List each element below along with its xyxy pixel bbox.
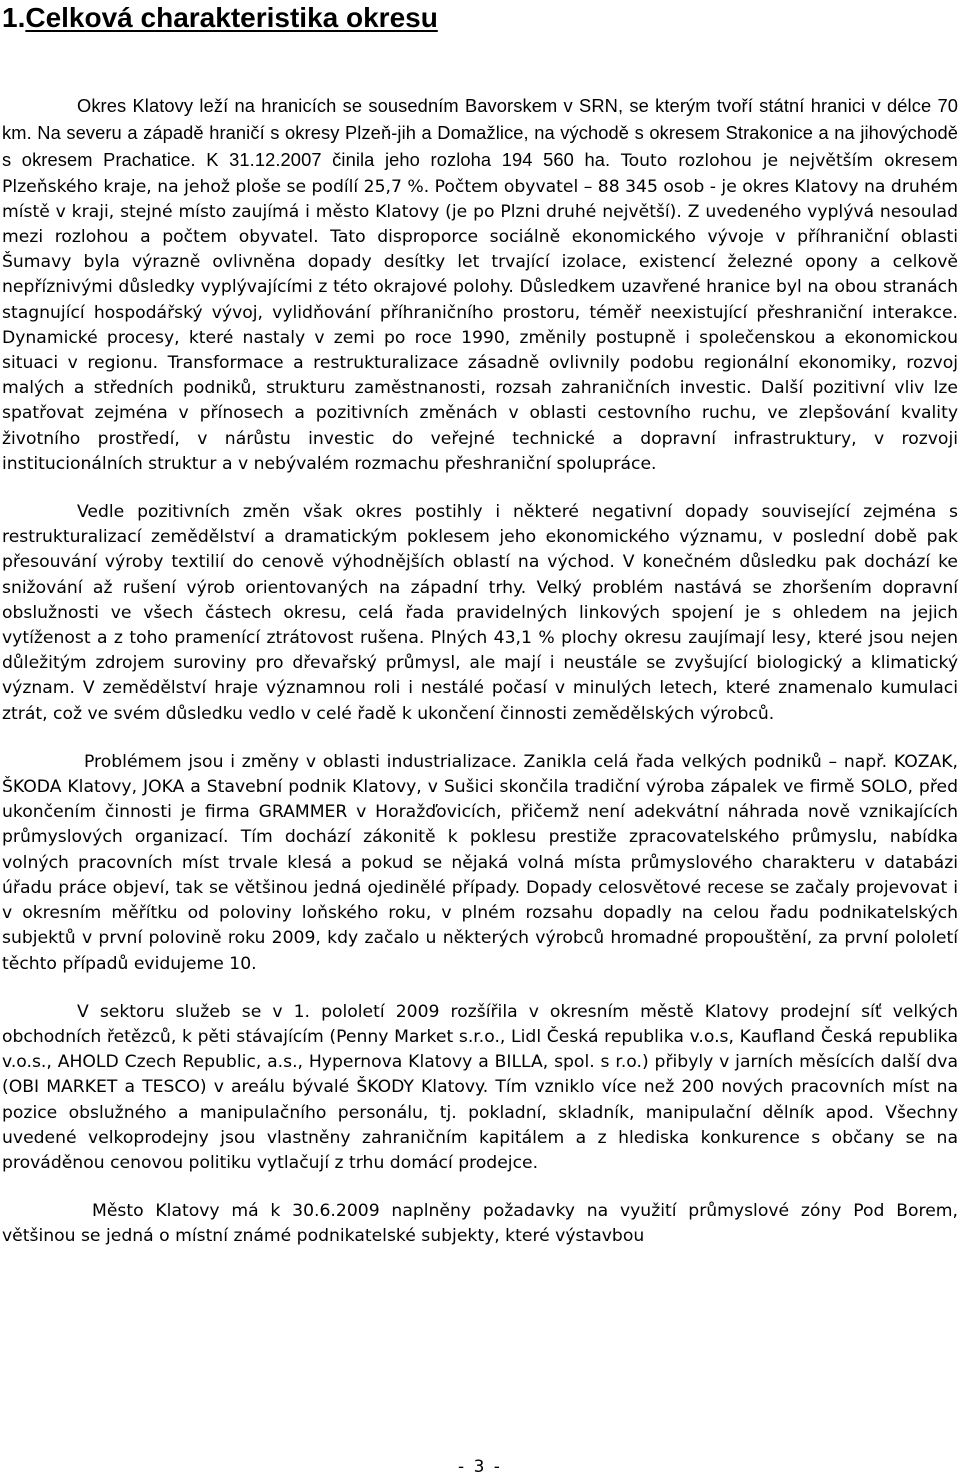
- page-number: - 3 -: [458, 1457, 502, 1477]
- section-number: 1.: [2, 2, 26, 33]
- paragraph-negative-impacts: Vedle pozitivních změn však okres postihly i některé negativní dopady související zejména s restrukturalizací zemědělství a dramatickým poklesem jeho ekonomického významu, v poslední době pak přesouvání výroby textilií do cenově výhodnějších oblastí na východ. V konečném důsledku pak dochází ke snižování až rušení výrob orientovaných na západní trhy. Velký problém nastává se zhoršením dopravní obslužnosti ve všech částech okresu, celá řada pravidelných linkových spojení je s ohledem na jejich vytíženost a z toho pramenící ztrátovost rušena. Plných 43,1 % plochy okresu zaujímají lesy, které jsou nejen důležitým zdrojem suroviny pro dřevařský průmysl, ale mají i neustále se zvyšující biologický a klimatický význam. V zemědělství hraje významnou roli i nestálé počasí v minulých letech, které znamenalo kumulaci ztrát, což ve svém důsledku vedlo v celé řadě k ukončení činnosti zemědělských výrobců.: [2, 502, 958, 724]
- paragraph-services-sector: V sektoru služeb se v 1. pololetí 2009 rozšířila v okresním městě Klatovy prodejní síť velkých obchodních řetězců, k pěti stávajícím (Penny Market s.r.o., Lidl Česká republika v.o.s, Kaufland Česká republika v.o.s., AHOLD Czech Republic, a.s., Hypernova Klatovy a BILLA, spol. s r.o.) přibyly v jarních měsících další dva (OBI MARKET a TESCO) v areálu bývalé ŠKODY Klatovy. Tím vzniklo více než 200 nových pracovních míst na pozice obslužného a manipulačního personálu, tj. pokladní, skladník, manipulační dělník apod. Všechny uvedené velkoprodejny jsou vlastněny zahraničním kapitálem a z hlediska konkurence s občany se na prováděnou cenovou politiku vytlačují z trhu domácí prodejce.: [2, 1001, 958, 1173]
- paragraph-location-rest: Touto rozlohou je největším okresem Plzeňského kraje, na jehož ploše se podílí 25,7 %. Počtem obyvatel – 88 345 osob - je okres Klatovy na druhém místě v kraji, stejné místo zaujímá i město Klatovy (je po Plzni druhé největší). Z uvedeného vyplývá nesoulad mezi rozlohou a počtem obyvatel. Tato disproporce sociálně ekonomického vývoje v příhraniční oblasti Šumavy byla výrazně ovlivněna dopady desítky let trvající izolace, existencí železné opony a celkově nepříznivými důsledky vyplývajícími z této okrajové polohy. Důsledkem uzavřené hranice byl na obou stranách stagnující hospodářský vývoj, vylidňování příhraničního prostoru, téměř neexistující přeshraniční interakce. Dynamické procesy, které nastaly v zemi po roce 1990, změnily postupně i společenskou a ekonomickou situaci v regionu. Transformace a restrukturalizace zásadně ovlivnily podobu regionální ekonomiky, rozvoj malých a středních podniků, strukturu zaměstnanosti, rozsah zahraničních investic. Další pozitivní vliv lze spatřovat zejména v přínosech a pozitivních změnách v oblasti cestovního ruchu, ve zlepšování kvality životního prostředí, v nárůstu investic do veřejné technické a dopravní infrastruktury, v rozvoji institucionálních struktur a v nebývalém rozmachu přeshraniční spolupráce.: [2, 151, 958, 474]
- section-heading: [2, 0, 438, 36]
- paragraph-industrial-zone: Město Klatovy má k 30.6.2009 naplněny požadavky na využití průmyslové zóny Pod Borem, většinou se jedná o místní známé podnikatelské subjekty, které výstavbou: [2, 1201, 958, 1247]
- section-title: Celková charakteristika okresu: [25, 2, 438, 33]
- paragraph-location: [2, 93, 958, 477]
- paragraph-location-intro: Okres Klatovy leží na hranicích se sousedním Bavorskem v SRN, se kterým tvoří státní hranici v délce 70 km. Na severu a západě hraničí s okresy Plzeň-jih a Domažlice, na východě s okresem Strakonice a na jihovýchodě s okresem Prachatice. K 31.12.2007 činila jeho rozloha 194 560 ha.: [2, 95, 958, 171]
- paragraph-industrialization: Problémem jsou i změny v oblasti industrializace. Zanikla celá řada velkých podniků – např. KOZAK, ŠKODA Klatovy, JOKA a Stavební podnik Klatovy, v Sušici skončila tradiční výroba zápalek ve firmě SOLO, před ukončením činnosti je firma GRAMMER v Horažďovicích, přičemž není adekvátní náhrada nově vznikajících průmyslových organizací. Tím dochází zákonitě k poklesu prestiže zpracovatelského průmyslu, nabídka volných pracovních míst trvale klesá a pokud se nějaká volná místa průmyslového charakteru v databázi úřadu práce objeví, tak se většinou jedná ojedinělé případy. Dopady celosvětové recese se začaly projevovat i v okresním měřítku od poloviny loňského roku, v plném rozsahu dopadly na celou řadu podnikatelských subjektů v první polovině roku 2009, kdy začalo u některých výrobců hromadné propouštění, za první pololetí těchto případů evidujeme 10.: [2, 751, 958, 974]
- document-body: [2, 93, 958, 1250]
